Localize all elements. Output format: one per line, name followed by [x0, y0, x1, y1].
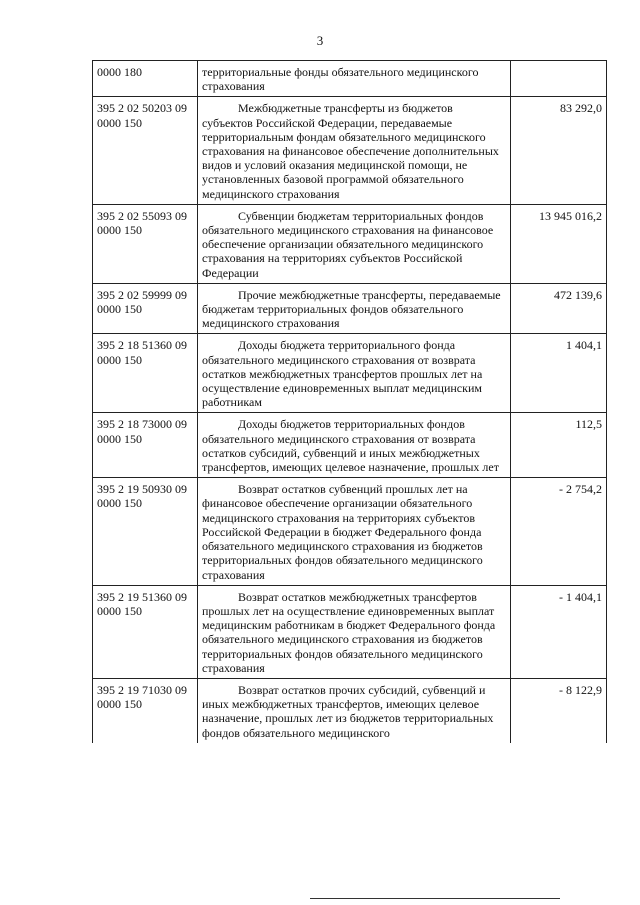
row-description: Доходы бюджета территориального фонда обязательного медицинского страхования от возврата остатков межбюджетных трансфертов прошлых лет на осуществление единовременных выплат медицинским работникам	[198, 334, 511, 413]
row-description: территориальные фонды обязательного медицинского страхования	[198, 61, 511, 97]
row-description: Возврат остатков межбюджетных трансфертов прошлых лет на осуществление единовременных выплат медицинским работникам в бюджет Федерального фонда обязательного медицинского страхования из бюджетов территориальных фондов обязательного медицинского страхования	[198, 585, 511, 678]
table-row	[93, 585, 607, 678]
table-row	[93, 334, 607, 413]
row-code: 0000 180	[93, 61, 198, 97]
row-amount: 13 945 016,2	[511, 204, 607, 283]
row-code: 395 2 18 73000 09 0000 150	[93, 413, 198, 478]
row-description: Прочие межбюджетные трансферты, передаваемые бюджетам территориальных фондов обязательного медицинского страхования	[198, 283, 511, 334]
footer-divider	[310, 898, 560, 899]
row-description: Межбюджетные трансферты из бюджетов субъектов Российской Федерации, передаваемые территориальным фондам обязательного медицинского страхования на финансовое обеспечение дополнительных видов и условий оказания медицинской помощи, не установленных базовой программой обязательного медицинского страхования	[198, 97, 511, 204]
row-amount: 472 139,6	[511, 283, 607, 334]
table-row	[93, 413, 607, 478]
row-amount: - 1 404,1	[511, 585, 607, 678]
revenue-table	[92, 60, 607, 743]
row-description: Возврат остатков субвенций прошлых лет на финансовое обеспечение организации обязательного медицинского страхования на территориях субъектов Российской Федерации в бюджет Федерального фонда обязательного медицинского страхования из бюджетов территориальных фондов обязательного медицинского страхования	[198, 478, 511, 585]
table-row	[93, 283, 607, 334]
row-description: Возврат остатков прочих субсидий, субвенций и иных межбюджетных трансфертов, имеющих целевое назначение, прошлых лет из бюджетов территориальных фондов обязательного медицинского	[198, 678, 511, 742]
row-code: 395 2 19 50930 09 0000 150	[93, 478, 198, 585]
row-amount	[511, 61, 607, 97]
row-code: 395 2 02 59999 09 0000 150	[93, 283, 198, 334]
row-code: 395 2 19 51360 09 0000 150	[93, 585, 198, 678]
row-amount: - 2 754,2	[511, 478, 607, 585]
page-number: 3	[316, 33, 324, 48]
table-row	[93, 678, 607, 742]
row-code: 395 2 02 50203 09 0000 150	[93, 97, 198, 204]
row-amount: 83 292,0	[511, 97, 607, 204]
row-description: Субвенции бюджетам территориальных фондов обязательного медицинского страхования на финансовое обеспечение организации обязательного медицинского страхования на территориях субъектов Российской Федерации	[198, 204, 511, 283]
row-description: Доходы бюджетов территориальных фондов обязательного медицинского страхования от возврата остатков субсидий, субвенций и иных межбюджетных трансфертов, имеющих целевое назначение, прошлых лет	[198, 413, 511, 478]
table-row	[93, 97, 607, 204]
row-code: 395 2 19 71030 09 0000 150	[93, 678, 198, 742]
row-amount: 1 404,1	[511, 334, 607, 413]
row-code: 395 2 18 51360 09 0000 150	[93, 334, 198, 413]
row-amount: - 8 122,9	[511, 678, 607, 742]
table-row	[93, 61, 607, 97]
table-row	[93, 478, 607, 585]
table-row	[93, 204, 607, 283]
row-amount: 112,5	[511, 413, 607, 478]
row-code: 395 2 02 55093 09 0000 150	[93, 204, 198, 283]
